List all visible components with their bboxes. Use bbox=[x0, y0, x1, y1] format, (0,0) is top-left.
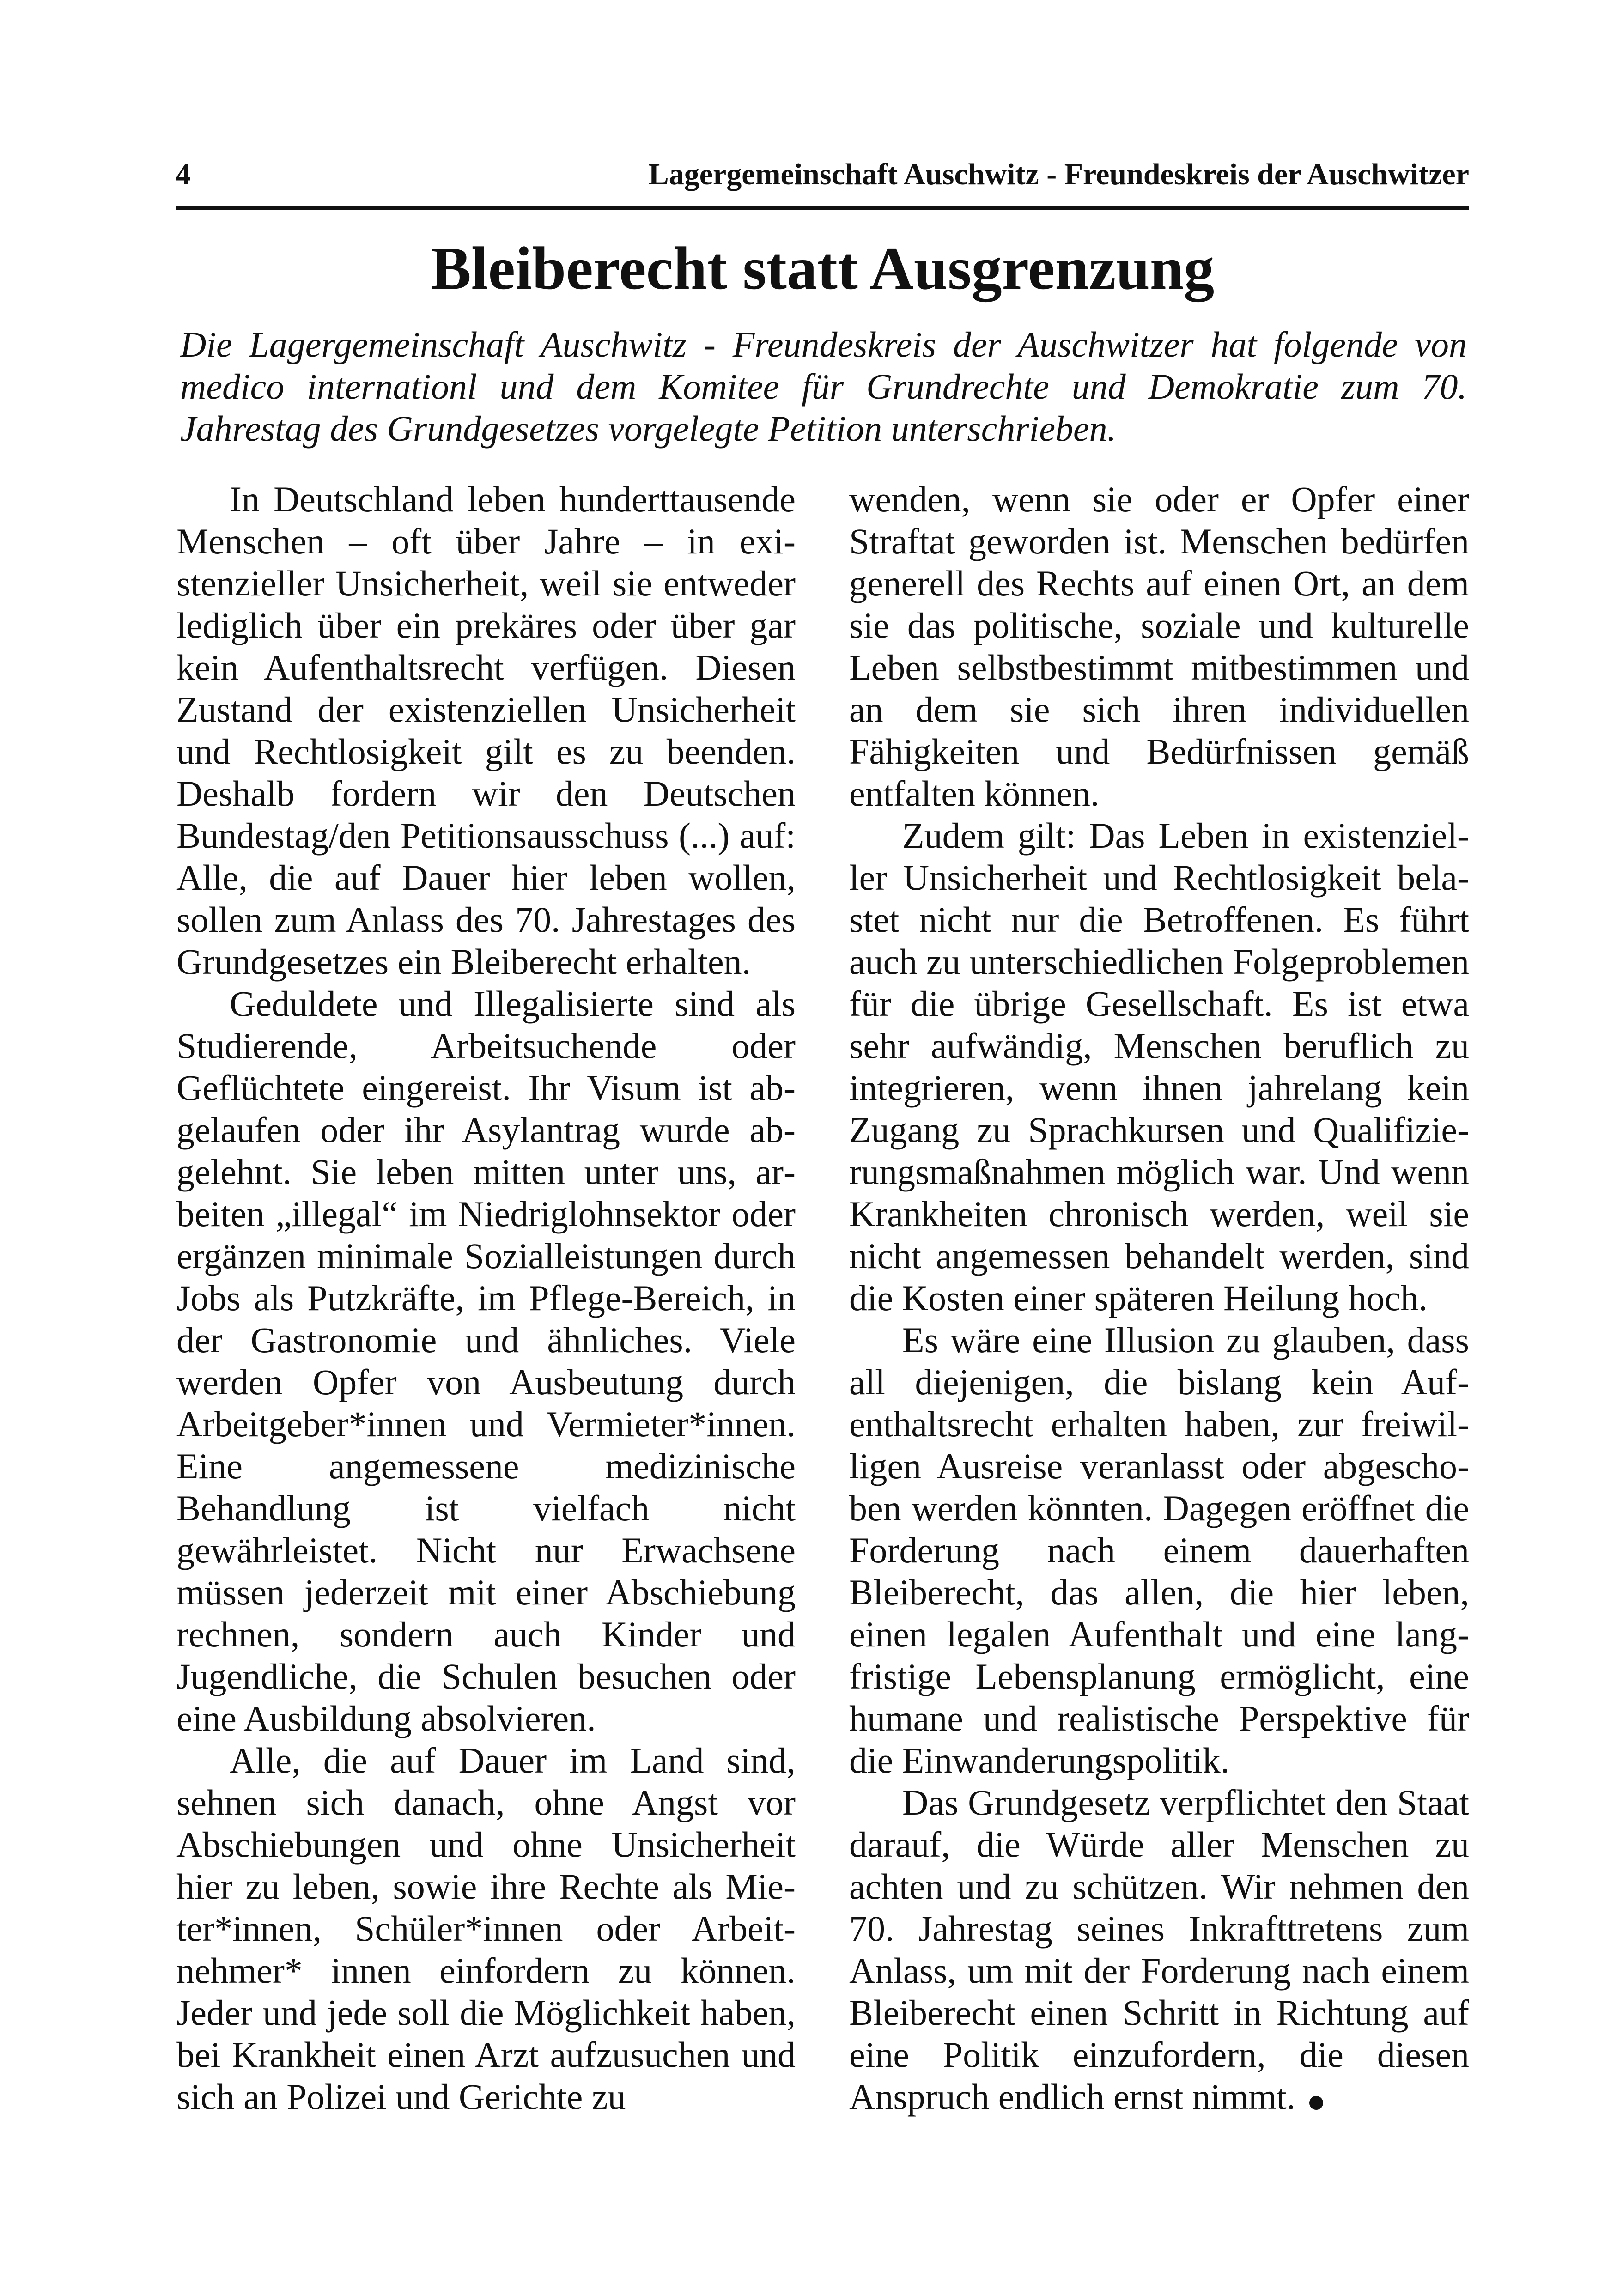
end-of-article-mark bbox=[1309, 2096, 1323, 2110]
paragraph: Geduldete und Illegalisierte sind als Studierende, Arbeitsuchende oder Geflüchtete eingereist. Ihr Visum ist abgelaufen oder ihr Asylantrag wurde abgelehnt. Sie leben mitten unter uns, arbeiten „illegal“ im Niedriglohnsektor oder ergänzen minimale Sozialleistungen durch Jobs als Putzkräfte, im Pflege-Bereich, in der Gastronomie und ähnliches. Viele werden Opfer von Ausbeutung durch Arbeitgeber*innen und Vermieter*innen. Eine angemessene medizinische Behandlung ist vielfach nicht gewährleistet. Nicht nur Erwachsene müssen jederzeit mit einer Abschiebung rechnen, sondern auch Kinder und Jugendliche, die Schulen besuchen oder eine Ausbildung absolvieren. bbox=[176, 984, 796, 1738]
right-column bbox=[849, 478, 1469, 2118]
page-number: 4 bbox=[176, 158, 191, 191]
paragraph-continuation: wenden, wenn sie oder er Opfer einer Straftat geworden ist. Menschen bedürfen generell des Rechts auf einen Ort, an dem sie das politische, soziale und kulturelle Leben selbstbestimmt mitbestimmen und an dem sie sich ihren individuellen Fähigkeiten und Bedürfnissen gemäß entfalten können. bbox=[849, 479, 1469, 814]
paragraph: Alle, die auf Dauer im Land sind, sehnen sich danach, ohne Angst vor Abschiebungen und ohne Unsicherheit hier zu leben, sowie ihre Rechte als Mieter*innen, Schüler*innen oder Arbeitnehmer* innen einfordern zu können. Jeder und jede soll die Möglichkeit haben, bei Krankheit einen Arzt aufzusuchen und sich an Polizei und Gerichte zu bbox=[176, 1740, 796, 2117]
left-column bbox=[176, 478, 796, 2118]
final-paragraph bbox=[849, 1781, 1469, 2118]
article-intro: Die Lagergemeinschaft Auschwitz - Freundeskreis der Auschwitzer hat folgende von medico internationl und dem Komitee für Grundrechte und Demokratie zum 70. Jahrestag des Grundgesetzes vorgelegte Petition unterschrieben. bbox=[180, 324, 1467, 449]
header-rule bbox=[176, 206, 1469, 210]
running-header: Lagergemeinschaft Auschwitz - Freundeskreis der Auschwitzer bbox=[648, 158, 1469, 191]
paragraph-text: Das Grundgesetz verpflichtet den Staat darauf, die Würde aller Menschen zu achten und zu schützen. Wir nehmen den 70. Jahrestag seines Inkrafttretens zum Anlass, um mit der Forderung nach einem Bleiberecht einen Schritt in Richtung auf eine Politik einzufordern, die diesen Anspruch endlich ernst nimmt. bbox=[849, 1782, 1469, 2117]
paragraph: Es wäre eine Illusion zu glauben, dass all diejenigen, die bislang kein Aufenthaltsrecht erhalten haben, zur freiwilligen Ausreise veranlasst oder abgeschoben werden könnten. Dagegen eröffnet die Forderung nach einem dauerhaften Bleiberecht, das allen, die hier leben, einen legalen Aufenthalt und eine langfristige Lebensplanung ermöglicht, eine humane und realistische Perspektive für die Einwanderungspolitik. bbox=[849, 1320, 1469, 1780]
article-title: Bleiberecht statt Ausgrenzung bbox=[430, 234, 1215, 302]
paragraph: Zudem gilt: Das Leben in existenzieller Unsicherheit und Rechtlosigkeit belastet nicht nur die Betroffenen. Es führt auch zu unterschiedlichen Folgeproblemen für die übrige Gesellschaft. Es ist etwa sehr aufwändig, Menschen beruflich zu integrieren, wenn ihnen jahrelang kein Zugang zu Sprachkursen und Qualifizierungsmaßnahmen möglich war. Und wenn Krankheiten chronisch werden, weil sie nicht angemessen behandelt werden, sind die Kosten einer späteren Heilung hoch. bbox=[849, 815, 1469, 1318]
paragraph: In Deutschland leben hunderttausende Menschen – oft über Jahre – in existenzieller Unsicherheit, weil sie entweder lediglich über ein prekäres oder über gar kein Aufenthaltsrecht verfügen. Diesen Zustand der existenziellen Unsicherheit und Rechtlosigkeit gilt es zu beenden. Deshalb fordern wir den Deutschen Bundestag/den Petitionsausschuss (...) auf: Alle, die auf Dauer hier leben wollen, sollen zum Anlass des 70. Jahrestages des Grundgesetzes ein Bleiberecht erhalten. bbox=[176, 479, 796, 982]
